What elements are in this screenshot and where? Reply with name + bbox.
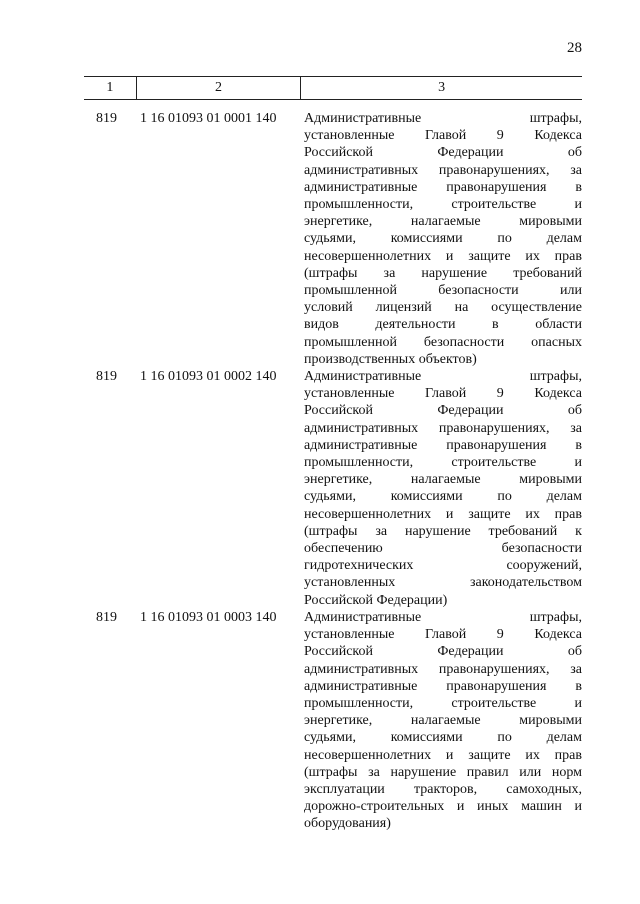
description-line: обеспечению безопасности — [304, 541, 582, 557]
description-line: установленных законодательством — [304, 575, 582, 591]
admin-code-cell: 819 — [96, 111, 117, 126]
description-line: судьями, комиссиями по делам — [304, 231, 582, 247]
admin-code-cell: 819 — [96, 609, 117, 625]
description-line: промышленной безопасности опасных — [304, 334, 582, 350]
description-line: установленные Главой 9 Кодекса — [304, 128, 582, 144]
table-body — [84, 110, 582, 833]
description-line: энергетике, налагаемые мировыми — [304, 214, 582, 230]
description-line: производственных объектов) — [304, 351, 477, 367]
description-line: судьями, комиссиями по делам — [304, 730, 582, 746]
description-line: Российской Федерации об — [304, 145, 582, 161]
description-line: административные правонарушения в — [304, 437, 582, 453]
description-line: административных правонарушениях, за — [304, 420, 582, 436]
description-cell — [300, 368, 582, 609]
table-row — [84, 110, 582, 368]
description-line: Административные штрафы, — [304, 111, 582, 126]
description-line: энергетике, налагаемые мировыми — [304, 472, 582, 488]
description-line: Российской Федерации об — [304, 403, 582, 419]
description-line: несовершеннолетних и защите их прав — [304, 506, 582, 522]
description-line: административных правонарушениях, за — [304, 661, 582, 677]
description-line: судьями, комиссиями по делам — [304, 489, 582, 505]
description-line: оборудования) — [304, 816, 391, 832]
description-cell — [300, 110, 582, 368]
description-line: гидротехнических сооружений, — [304, 558, 582, 574]
description-line: промышленной безопасности или — [304, 283, 582, 299]
description-line: (штрафы за нарушение требований — [304, 265, 582, 281]
header-cell-3: 3 — [300, 77, 582, 99]
description-line: Российской Федерации об — [304, 644, 582, 660]
description-line: промышленности, строительстве и — [304, 455, 582, 471]
description-line: несовершеннолетних и защите их прав — [304, 248, 582, 264]
table-row — [84, 368, 582, 609]
description-line: Административные штрафы, — [304, 609, 582, 625]
description-line: (штрафы за нарушение правил или норм — [304, 764, 582, 780]
description-cell — [300, 609, 582, 833]
description-line: административных правонарушениях, за — [304, 162, 582, 178]
budget-classification-table — [84, 76, 582, 833]
admin-code-cell: 819 — [96, 369, 117, 385]
table-row — [84, 609, 582, 833]
description-line: условий лицензий на осуществление — [304, 300, 582, 316]
description-line: промышленности, строительстве и — [304, 197, 582, 213]
description-line: энергетике, налагаемые мировыми — [304, 713, 582, 729]
table-header — [84, 76, 582, 100]
kbk-code-cell: 1 16 01093 01 0003 140 — [140, 609, 277, 625]
kbk-code-cell: 1 16 01093 01 0001 140 — [140, 111, 277, 126]
description-line: эксплуатации тракторов, самоходных, — [304, 781, 582, 797]
description-line: (штрафы за нарушение требований к — [304, 523, 582, 539]
description-line: Административные штрафы, — [304, 369, 582, 385]
description-line: установленные Главой 9 Кодекса — [304, 627, 582, 643]
description-line: видов деятельности в области — [304, 317, 582, 333]
description-line: Российской Федерации) — [304, 592, 448, 608]
page-number: 28 — [567, 40, 582, 56]
description-line: промышленности, строительстве и — [304, 695, 582, 711]
header-cell-2: 2 — [136, 77, 300, 99]
description-line: несовершеннолетних и защите их прав — [304, 747, 582, 763]
description-line: административные правонарушения в — [304, 179, 582, 195]
kbk-code-cell: 1 16 01093 01 0002 140 — [140, 369, 277, 385]
description-line: установленные Главой 9 Кодекса — [304, 386, 582, 402]
description-line: дорожно-строительных и иных машин и — [304, 799, 582, 815]
header-cell-1: 1 — [106, 80, 114, 95]
description-line: административные правонарушения в — [304, 678, 582, 694]
